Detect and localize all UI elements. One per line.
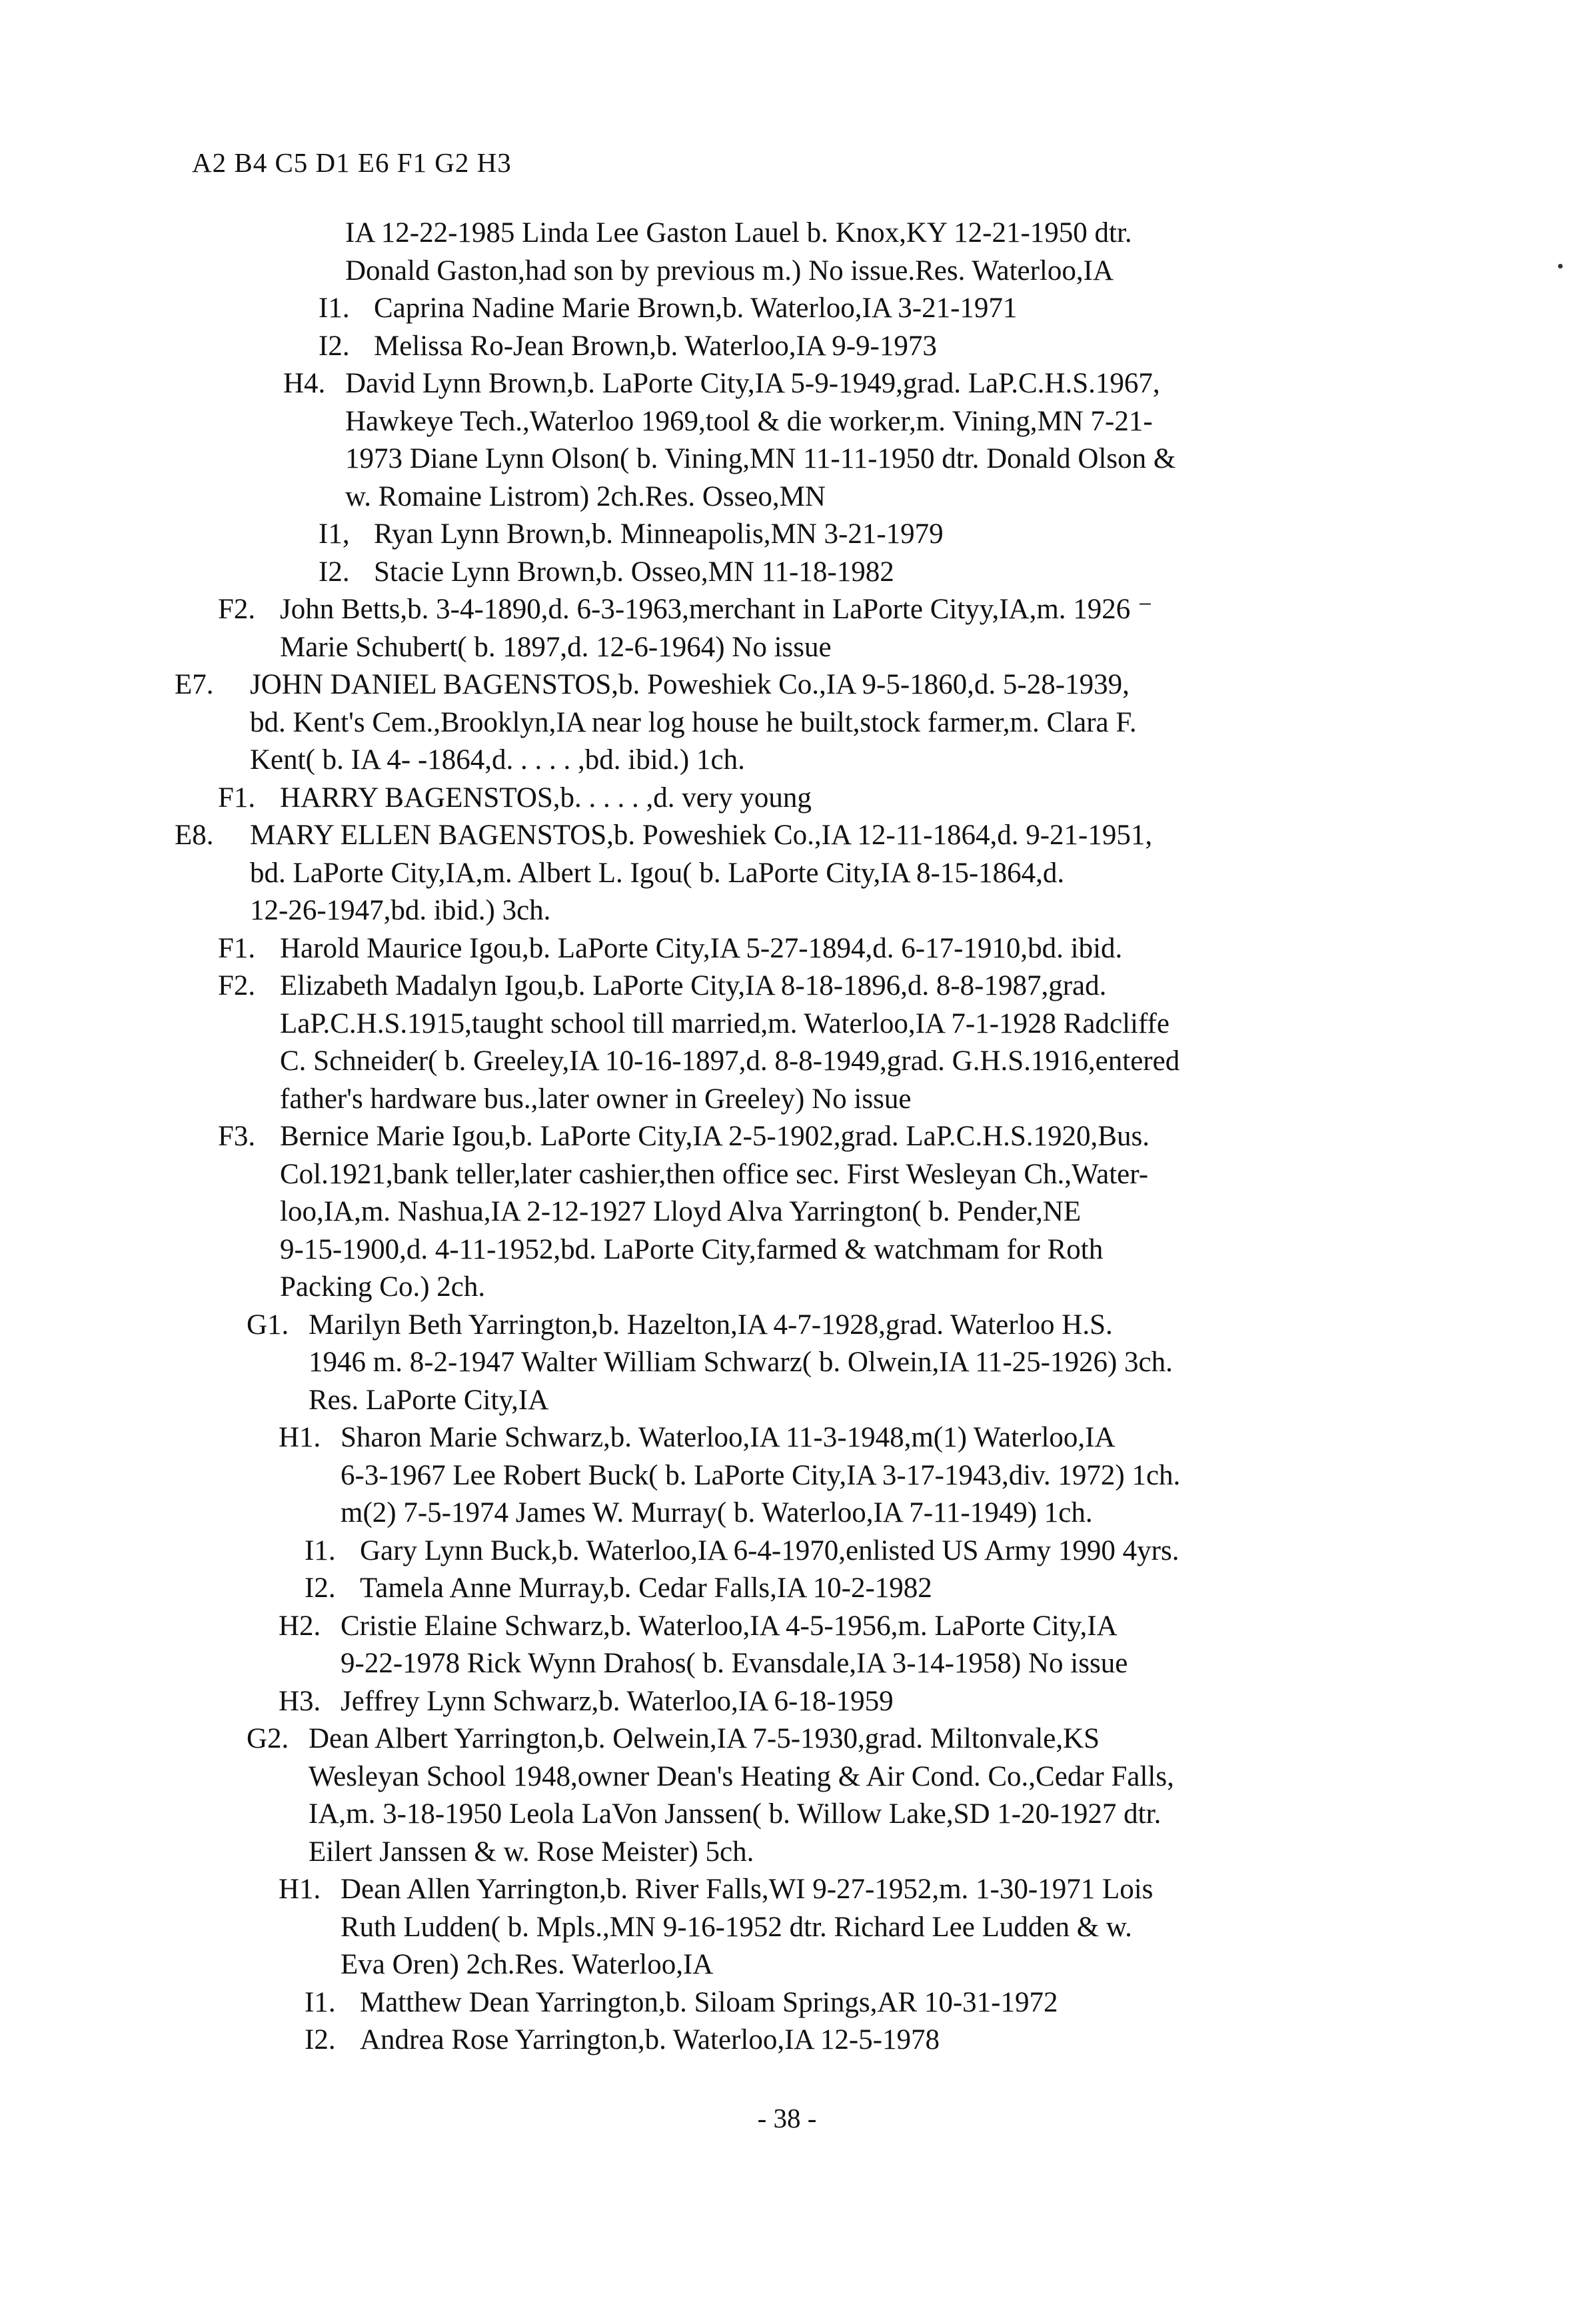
generation-code: H3. <box>279 1685 321 1717</box>
entry-text: MARY ELLEN BAGENSTOS,b. Poweshiek Co.,IA 12-11-1864,d. 9-21-1951, <box>250 820 1153 851</box>
scan-artifact-dot <box>1558 264 1563 269</box>
generation-code: F3. <box>218 1121 256 1152</box>
genealogy-entry <box>0 780 1574 818</box>
entry-line <box>175 817 1441 855</box>
genealogy-entry <box>0 1570 1574 1608</box>
entry-line <box>218 1081 1441 1119</box>
entry-text: Cristie Elaine Schwarz,b. Waterloo,IA 4-5-1956,m. LaPorte City,IA <box>341 1610 1118 1642</box>
entry-text: HARRY BAGENSTOS,b. . . . . ,d. very young <box>280 782 812 814</box>
genealogy-entry <box>0 1984 1574 2022</box>
entry-line <box>305 2022 1441 2059</box>
generation-code: F1. <box>218 932 256 964</box>
entry-text: Hawkeye Tech.,Waterloo 1969,tool & die worker,m. Vining,MN 7-21- <box>345 405 1153 437</box>
entry-line <box>319 554 1441 592</box>
entry-text: Caprina Nadine Marie Brown,b. Waterloo,IA 3-21-1971 <box>374 292 1018 324</box>
generation-code: I2. <box>319 330 350 362</box>
entry-line <box>247 1344 1441 1382</box>
entry-text: JOHN DANIEL BAGENSTOS,b. Poweshiek Co.,IA 9-5-1860,d. 5-28-1939, <box>250 669 1130 700</box>
entry-line <box>175 855 1441 893</box>
entry-line <box>279 1946 1441 1984</box>
entry-line <box>218 780 1441 818</box>
entry-line <box>279 1871 1441 1909</box>
entry-text: IA 12-22-1985 Linda Lee Gaston Lauel b. Knox,KY 12-21-1950 dtr. <box>345 217 1132 249</box>
entry-line <box>175 704 1441 742</box>
entry-text: bd. Kent's Cem.,Brooklyn,IA near log house he built,stock farmer,m. Clara F. <box>250 706 1137 738</box>
generation-code: G1. <box>247 1309 289 1341</box>
entry-line <box>279 1608 1441 1646</box>
entry-line <box>305 1984 1441 2022</box>
entry-line <box>175 666 1441 704</box>
entry-text: 6-3-1967 Lee Robert Buck( b. LaPorte City,IA 3-17-1943,div. 1972) 1ch. <box>341 1459 1181 1491</box>
entry-text: Ruth Ludden( b. Mpls.,MN 9-16-1952 dtr. Richard Lee Ludden & w. <box>341 1911 1132 1943</box>
genealogy-entries <box>0 215 1574 2059</box>
entry-line <box>218 1231 1441 1269</box>
generation-code: I2. <box>305 2024 336 2055</box>
entry-text: Tamela Anne Murray,b. Cedar Falls,IA 10-2-1982 <box>360 1572 932 1604</box>
genealogy-entry <box>0 1532 1574 1570</box>
entry-line <box>218 967 1441 1005</box>
entry-line <box>279 1494 1441 1532</box>
entry-text: John Betts,b. 3-4-1890,d. 6-3-1963,merchant in LaPorte Cityy,IA,m. 1926 ⁻ <box>280 594 1153 625</box>
entry-line <box>305 1532 1441 1570</box>
genealogy-entry <box>0 1720 1574 1871</box>
entry-line <box>283 478 1441 516</box>
entry-text: Eilert Janssen & w. Rose Meister) 5ch. <box>309 1836 754 1868</box>
entry-text: father's hardware bus.,later owner in Greeley) No issue <box>280 1083 912 1115</box>
entry-text: Ryan Lynn Brown,b. Minneapolis,MN 3-21-1979 <box>374 518 944 550</box>
entry-text: 1946 m. 8-2-1947 Walter William Schwarz( b. Olwein,IA 11-25-1926) 3ch. <box>309 1347 1173 1378</box>
genealogy-entry <box>0 1871 1574 1984</box>
entry-text: Packing Co.) 2ch. <box>280 1271 486 1303</box>
generation-code: I1. <box>319 292 350 324</box>
generation-code: H1. <box>279 1874 321 1905</box>
entry-text: Harold Maurice Igou,b. LaPorte City,IA 5-27-1894,d. 6-17-1910,bd. ibid. <box>280 932 1123 964</box>
entry-text: Col.1921,bank teller,later cashier,then office sec. First Wesleyan Ch.,Water- <box>280 1158 1149 1190</box>
genealogy-entry <box>0 290 1574 328</box>
entry-line <box>218 1193 1441 1231</box>
entry-line <box>175 892 1441 930</box>
entry-text: Marilyn Beth Yarrington,b. Hazelton,IA 4-7-1928,grad. Waterloo H.S. <box>309 1309 1113 1341</box>
entry-line <box>218 1005 1441 1043</box>
entry-text: 9-22-1978 Rick Wynn Drahos( b. Evansdale,IA 3-14-1958) No issue <box>341 1648 1128 1679</box>
entry-text: w. Romaine Listrom) 2ch.Res. Osseo,MN <box>345 480 826 512</box>
genealogy-entry <box>0 365 1574 516</box>
page-number: - 38 - <box>757 2103 817 2133</box>
genealogy-entry <box>0 328 1574 366</box>
generation-code: F2. <box>218 970 256 1001</box>
genealogy-entry <box>0 967 1574 1118</box>
generation-code: I1. <box>305 1534 336 1566</box>
generation-code: G2. <box>247 1723 289 1754</box>
entry-text: Melissa Ro-Jean Brown,b. Waterloo,IA 9-9-1973 <box>374 330 937 362</box>
genealogy-entry <box>0 1683 1574 1721</box>
entry-text: Bernice Marie Igou,b. LaPorte City,IA 2-5-1902,grad. LaP.C.H.S.1920,Bus. <box>280 1121 1150 1152</box>
generation-code: F1. <box>218 782 256 814</box>
genealogy-entry <box>0 1608 1574 1683</box>
entry-text: C. Schneider( b. Greeley,IA 10-16-1897,d. 8-8-1949,grad. G.H.S.1916,entered <box>280 1045 1180 1077</box>
entry-line <box>218 629 1441 667</box>
entry-text: IA,m. 3-18-1950 Leola LaVon Janssen( b. Willow Lake,SD 1-20-1927 dtr. <box>309 1798 1162 1830</box>
entry-line <box>305 1570 1441 1608</box>
generation-code: I2. <box>305 1572 336 1604</box>
genealogy-entry <box>0 1118 1574 1307</box>
entry-line <box>345 253 1441 290</box>
entry-text: Wesleyan School 1948,owner Dean's Heating & Air Cond. Co.,Cedar Falls, <box>309 1760 1174 1792</box>
entry-text: Kent( b. IA 4- -1864,d. . . . . ,bd. ibid.) 1ch. <box>250 744 745 776</box>
entry-line <box>218 930 1441 968</box>
entry-line <box>319 328 1441 366</box>
genealogy-entry <box>0 666 1574 780</box>
entry-line <box>279 1683 1441 1721</box>
genealogy-entry <box>0 817 1574 930</box>
genealogy-entry <box>0 1307 1574 1420</box>
entry-text: Andrea Rose Yarrington,b. Waterloo,IA 12-5-1978 <box>360 2024 940 2055</box>
entry-line <box>218 1043 1441 1081</box>
entry-text: 9-15-1900,d. 4-11-1952,bd. LaPorte City,farmed & watchmam for Roth <box>280 1233 1104 1265</box>
entry-line <box>247 1758 1441 1796</box>
entry-line <box>247 1796 1441 1834</box>
generation-code: F2. <box>218 594 256 625</box>
generation-code: I2. <box>319 556 350 588</box>
generation-code: H1. <box>279 1422 321 1453</box>
entry-line <box>247 1382 1441 1420</box>
entry-text: LaP.C.H.S.1915,taught school till married,m. Waterloo,IA 7-1-1928 Radcliffe <box>280 1007 1170 1039</box>
entry-text: David Lynn Brown,b. LaPorte City,IA 5-9-1949,grad. LaP.C.H.S.1967, <box>345 368 1160 399</box>
entry-line <box>345 215 1441 253</box>
entry-line <box>279 1419 1441 1457</box>
generation-code: E7. <box>175 669 214 700</box>
entry-text: 1973 Diane Lynn Olson( b. Vining,MN 11-11-1950 dtr. Donald Olson & <box>345 443 1176 474</box>
entry-text: loo,IA,m. Nashua,IA 2-12-1927 Lloyd Alva Yarrington( b. Pender,NE <box>280 1196 1082 1227</box>
entry-text: m(2) 7-5-1974 James W. Murray( b. Waterloo,IA 7-11-1949) 1ch. <box>341 1497 1093 1528</box>
entry-text: Stacie Lynn Brown,b. Osseo,MN 11-18-1982 <box>374 556 894 588</box>
entry-text: Jeffrey Lynn Schwarz,b. Waterloo,IA 6-18-1959 <box>341 1685 894 1717</box>
genealogy-entry <box>0 516 1574 554</box>
genealogy-entry <box>0 215 1574 290</box>
entry-text: Donald Gaston,had son by previous m.) No issue.Res. Waterloo,IA <box>345 255 1114 287</box>
entry-text: Dean Allen Yarrington,b. River Falls,WI 9-27-1952,m. 1-30-1971 Lois <box>341 1874 1154 1905</box>
entry-text: Sharon Marie Schwarz,b. Waterloo,IA 11-3-1948,m(1) Waterloo,IA <box>341 1422 1116 1453</box>
entry-line <box>247 1307 1441 1345</box>
entry-line <box>218 1118 1441 1156</box>
entry-line <box>283 365 1441 403</box>
generation-code: E8. <box>175 820 214 851</box>
genealogy-entry <box>0 930 1574 968</box>
entry-text: Gary Lynn Buck,b. Waterloo,IA 6-4-1970,enlisted US Army 1990 4yrs. <box>360 1534 1180 1566</box>
entry-line <box>279 1457 1441 1495</box>
entry-line <box>218 1156 1441 1194</box>
entry-text: Eva Oren) 2ch.Res. Waterloo,IA <box>341 1949 714 1980</box>
entry-text: Matthew Dean Yarrington,b. Siloam Springs,AR 10-31-1972 <box>360 1986 1058 2018</box>
entry-text: Dean Albert Yarrington,b. Oelwein,IA 7-5-1930,grad. Miltonvale,KS <box>309 1723 1100 1754</box>
entry-line <box>218 1269 1441 1307</box>
entry-text: 12-26-1947,bd. ibid.) 3ch. <box>250 895 551 926</box>
entry-text: bd. LaPorte City,IA,m. Albert L. Igou( b. LaPorte City,IA 8-15-1864,d. <box>250 857 1065 889</box>
entry-text: Res. LaPorte City,IA <box>309 1384 549 1416</box>
entry-line <box>247 1834 1441 1872</box>
entry-line <box>218 591 1441 629</box>
genealogy-entry <box>0 1419 1574 1532</box>
generation-code: I1. <box>305 1986 336 2018</box>
entry-line <box>279 1909 1441 1947</box>
entry-line <box>319 290 1441 328</box>
generation-code: H4. <box>283 368 326 399</box>
generation-code: I1, <box>319 518 350 550</box>
entry-text: Elizabeth Madalyn Igou,b. LaPorte City,IA 8-18-1896,d. 8-8-1987,grad. <box>280 970 1107 1001</box>
genealogy-entry <box>0 591 1574 666</box>
genealogy-entry <box>0 2022 1574 2059</box>
entry-line <box>283 440 1441 478</box>
entry-line <box>279 1645 1441 1683</box>
entry-line <box>175 742 1441 780</box>
generation-code: H2. <box>279 1610 321 1642</box>
lineage-header: A2 B4 C5 D1 E6 F1 G2 H3 <box>192 147 512 178</box>
genealogy-entry <box>0 554 1574 592</box>
entry-line <box>247 1720 1441 1758</box>
entry-line <box>283 403 1441 441</box>
entry-line <box>319 516 1441 554</box>
entry-text: Marie Schubert( b. 1897,d. 12-6-1964) No issue <box>280 631 832 663</box>
